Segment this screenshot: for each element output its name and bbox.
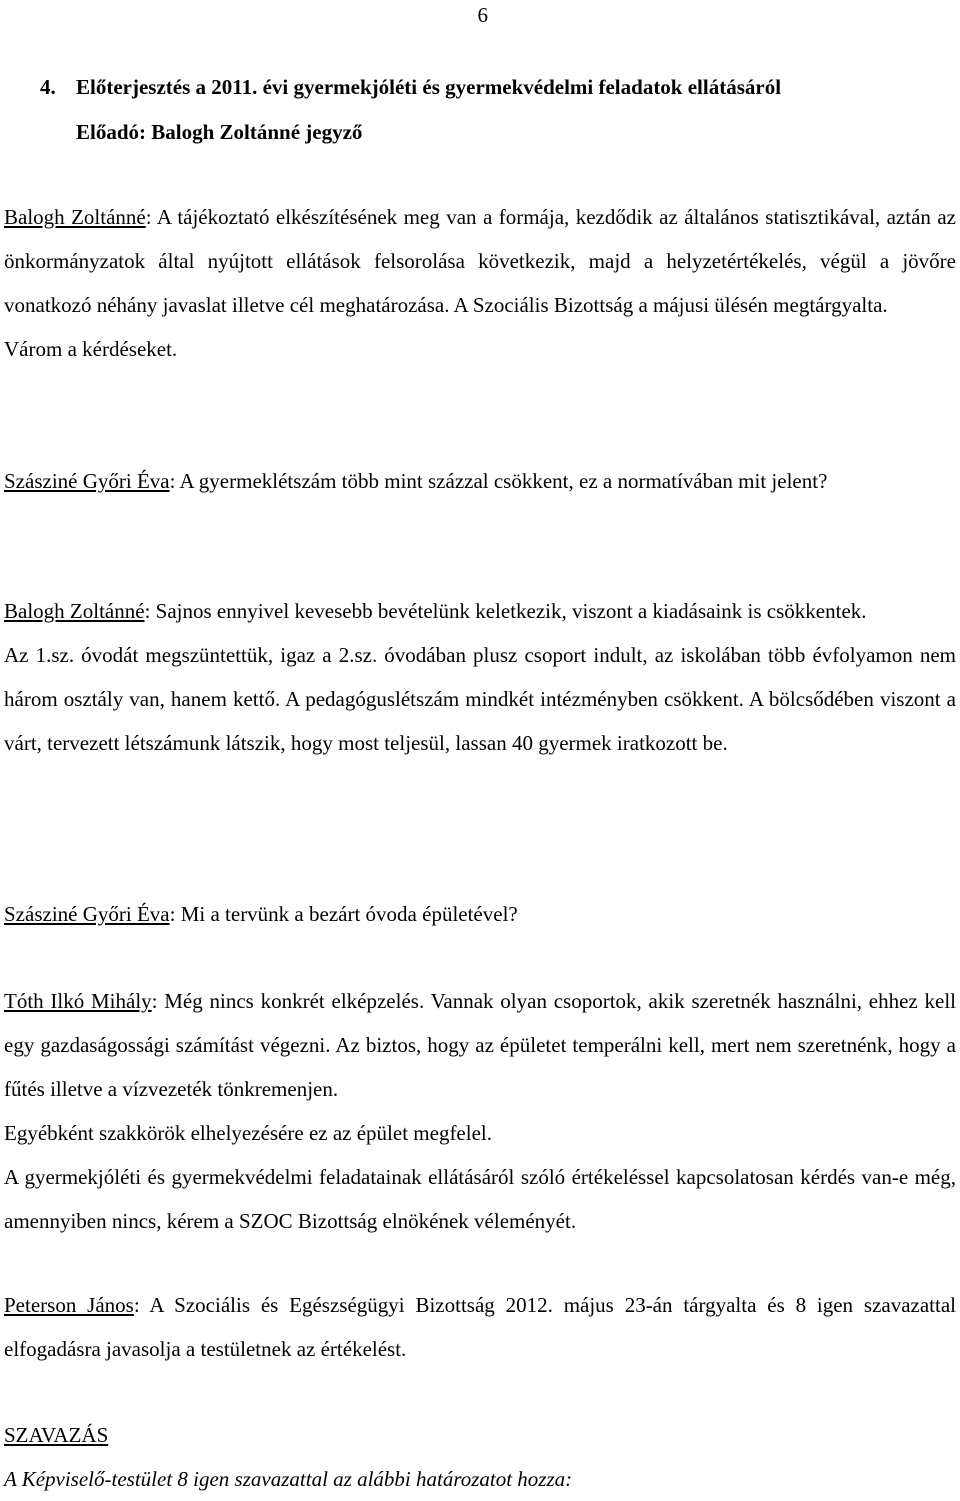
vote-label: SZAVAZÁS (4, 1423, 109, 1447)
speaker-name: Tóth Ilkó Mihály (4, 989, 152, 1013)
speaker-name: Szásziné Győri Éva (4, 469, 170, 493)
paragraph-text: A gyermekjóléti és gyermekvédelmi feladatainak ellátásáról szóló értékeléssel kapcsolatosan kérdés van-e még, amennyiben nincs, kérem a SZOC Bizottság elnökének véleményét. (4, 1165, 956, 1233)
paragraph-6 (4, 1283, 956, 1371)
paragraph-5 (4, 979, 956, 1243)
agenda-title-text: Előterjesztés a 2011. évi gyermekjóléti és gyermekvédelmi feladatok ellátásáról (76, 75, 782, 99)
agenda-presenter (40, 119, 362, 145)
paragraph-text: Az 1.sz. óvodát megszüntettük, igaz a 2.sz. óvodában plusz csoport indult, az iskolában több évfolyamon nem három osztály van, hanem kettő. A pedagóguslétszám mindkét intézményben csökkent. A bölcsődében viszont a várt, tervezett létszámunk látszik, hogy most teljesül, lassan 40 gyermek iratkozott be. (4, 643, 956, 755)
speaker-name: Peterson János (4, 1293, 134, 1317)
vote-section (4, 1413, 956, 1501)
agenda-title (40, 74, 781, 100)
paragraph-text: : A Szociális és Egészségügyi Bizottság 2012. május 23-án tárgyalta és 8 igen szavazattal elfogadásra javasolja a testületnek az értékelést. (4, 1293, 956, 1361)
paragraph-text: : Sajnos ennyivel kevesebb bevételünk keletkezik, viszont a kiadásaink is csökkentek. (144, 599, 867, 623)
page-number: 6 (477, 3, 488, 27)
vote-result: A Képviselő-testület 8 igen szavazattal az alábbi határozatot hozza: (4, 1467, 573, 1491)
paragraph-3 (4, 589, 956, 765)
paragraph-1 (4, 195, 956, 371)
paragraph-text: Várom a kérdéseket. (4, 337, 178, 361)
speaker-name: Balogh Zoltánné (4, 599, 145, 623)
paragraph-text: : A tájékoztató elkészítésének meg van a formája, kezdődik az általános statisztikával, aztán az önkormányzatok által nyújtott ellátások felsorolása következik, majd a helyzetértékelés, végül a jövőre vonatkozó néhány javaslat illetve cél meghatározása. A Szociális Bizottság a májusi ülésén megtárgyalta. (4, 205, 956, 317)
speaker-name: Balogh Zoltánné (4, 205, 146, 229)
agenda-number: 4. (40, 75, 56, 99)
paragraph-text: : Mi a tervünk a bezárt óvoda épületével? (169, 902, 518, 926)
paragraph-text: : A gyermeklétszám több mint százzal csökkent, ez a normatívában mit jelent? (169, 469, 828, 493)
paragraph-text: Egyébként szakkörök elhelyezésére ez az épület megfelel. (4, 1121, 492, 1145)
paragraph-text: : Még nincs konkrét elképzelés. Vannak olyan csoportok, akik szeretnék használni, ehhez kell egy gazdaságossági számítást végezni. Az biztos, hogy az épületet temperálni kell, mert nem szeretnénk, hogy a fűtés illetve a vízvezeték tönkremenjen. (4, 989, 956, 1101)
paragraph-2 (4, 459, 956, 503)
agenda-presenter-text: Előadó: Balogh Zoltánné jegyző (76, 120, 363, 144)
speaker-name: Szásziné Győri Éva (4, 902, 170, 926)
paragraph-4 (4, 892, 956, 936)
